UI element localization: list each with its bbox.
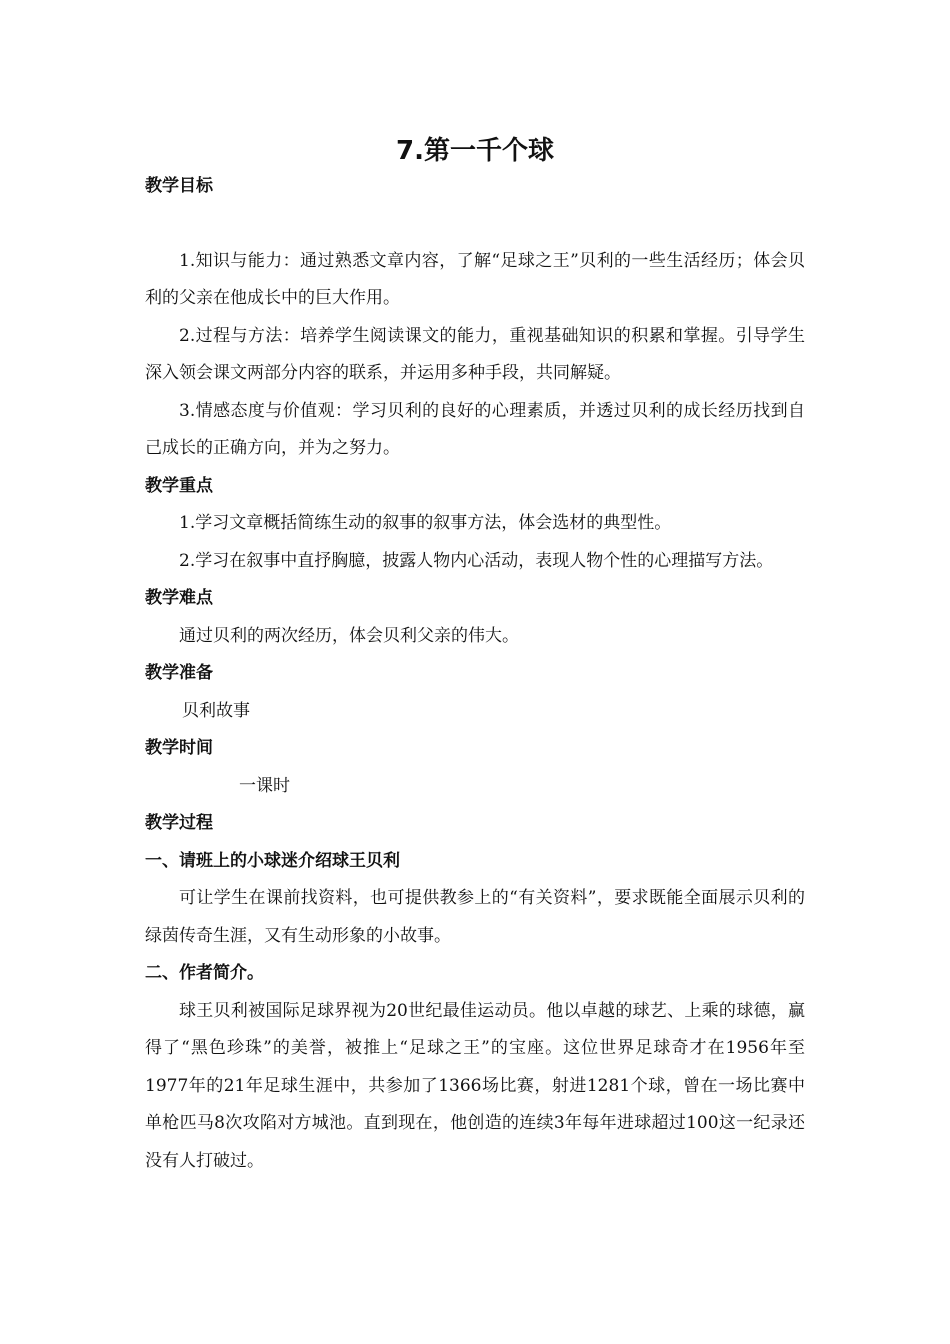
preparation-text: 贝利故事 (182, 700, 250, 721)
process-step-2-heading: 二、作者简介。 (145, 963, 264, 983)
section-heading-preparation: 教学准备 (145, 663, 213, 683)
section-heading-time: 教学时间 (145, 738, 213, 758)
process-step-2-text: 球王贝利被国际足球界视为20世纪最佳运动员。他以卓越的球艺、上乘的球德，赢得了“黑色珍珠”的美誉，被推上“足球之王”的宝座。这位世界足球奇才在1956年至1977年的21年足球生涯中，共参加了1366场比赛，射进1281个球，曾在一场比赛中单枪匹马8次攻陷对方城池。直到现在，他创造的连续3年每年进球超过100这一纪录还没有人打破过。 (145, 1000, 805, 1171)
goal-item-3: 3.情感态度与价值观：学习贝利的良好的心理素质，并透过贝利的成长经历找到自己成长的正确方向，并为之努力。 (145, 400, 805, 458)
goal-item-2: 2.过程与方法：培养学生阅读课文的能力，重视基础知识的积累和掌握。引导学生深入领会课文两部分内容的联系，并运用多种手段，共同解疑。 (145, 325, 805, 383)
process-step-1-text: 可让学生在课前找资料，也可提供教参上的“有关资料”，要求既能全面展示贝利的绿茵传奇生涯，又有生动形象的小故事。 (145, 888, 805, 946)
section-heading-key-points: 教学重点 (145, 475, 213, 496)
section-heading-goals: 教学目标 (145, 176, 213, 196)
goal-item-1: 1.知识与能力：通过熟悉文章内容，了解“足球之王”贝利的一些生活经历；体会贝利的父亲在他成长中的巨大作用。 (145, 250, 805, 308)
time-text: 一课时 (239, 775, 290, 796)
section-heading-process: 教学过程 (145, 813, 213, 833)
process-step-1-heading: 一、请班上的小球迷介绍球王贝利 (145, 850, 400, 871)
difficulty-text: 通过贝利的两次经历，体会贝利父亲的伟大。 (179, 625, 519, 646)
section-heading-difficulty: 教学难点 (145, 588, 213, 608)
key-point-item-1: 1.学习文章概括简练生动的叙事的叙事方法，体会选材的典型性。 (179, 513, 672, 533)
page-title: 7.第一千个球 (396, 136, 554, 166)
key-point-item-2: 2.学习在叙事中直抒胸臆，披露人物内心活动，表现人物个性的心理描写方法。 (179, 550, 774, 571)
document-body (145, 168, 805, 1180)
blank-line (145, 206, 805, 243)
